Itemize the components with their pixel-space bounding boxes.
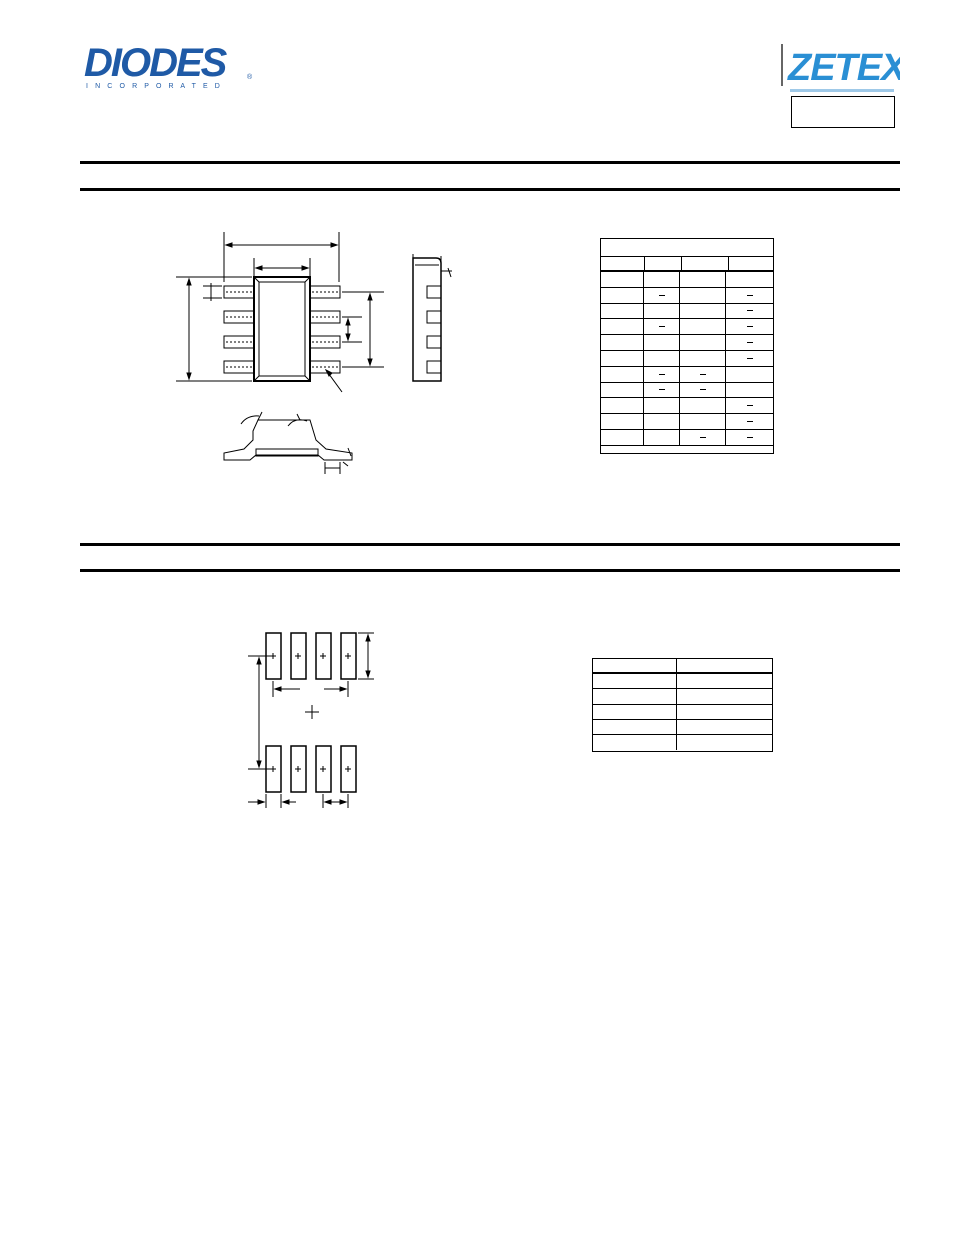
table-cell bbox=[644, 272, 680, 287]
table-cell bbox=[680, 430, 726, 445]
table-cell bbox=[601, 335, 644, 350]
table-cell bbox=[680, 319, 726, 334]
table-cell bbox=[601, 414, 644, 429]
table-cell bbox=[644, 319, 680, 334]
section-rule-top-1 bbox=[80, 161, 900, 164]
table-row bbox=[601, 430, 773, 446]
table-row bbox=[601, 383, 773, 399]
table-cell bbox=[680, 383, 726, 398]
table-footer-row bbox=[601, 446, 773, 460]
table-cell bbox=[680, 351, 726, 366]
section-rule-top-2 bbox=[80, 188, 900, 191]
pad-table-cell bbox=[677, 689, 772, 703]
table-cell bbox=[726, 383, 773, 398]
table-cell bbox=[726, 414, 773, 429]
pad-table-cell bbox=[593, 689, 677, 703]
pad-table-row bbox=[593, 674, 772, 689]
table-cell bbox=[601, 367, 644, 382]
dash-mark bbox=[700, 389, 706, 390]
zetex-logo bbox=[780, 40, 900, 96]
dash-mark bbox=[700, 374, 706, 375]
table-cell bbox=[601, 272, 644, 287]
dash-mark bbox=[659, 389, 665, 390]
section-rule-mid-2 bbox=[80, 569, 900, 572]
dash-mark bbox=[747, 421, 753, 422]
table-cell bbox=[680, 414, 726, 429]
table-cell bbox=[601, 319, 644, 334]
table-cell bbox=[726, 398, 773, 413]
table-cell bbox=[680, 398, 726, 413]
part-number-box bbox=[791, 96, 895, 128]
table-cell bbox=[680, 272, 726, 287]
dash-mark bbox=[747, 437, 753, 438]
table-row bbox=[601, 367, 773, 383]
table-cell bbox=[726, 319, 773, 334]
pad-table-row bbox=[593, 705, 772, 720]
table-cell bbox=[644, 351, 680, 366]
pad-table-cell bbox=[677, 735, 772, 750]
pad-table-cell bbox=[593, 720, 677, 734]
zetex-logo-text: ZETEX bbox=[788, 47, 900, 89]
table-row bbox=[601, 414, 773, 430]
header-cell-max bbox=[682, 257, 729, 270]
table-cell bbox=[644, 398, 680, 413]
table-cell bbox=[644, 383, 680, 398]
table-cell bbox=[680, 335, 726, 350]
table-cell bbox=[726, 304, 773, 319]
dash-mark bbox=[659, 374, 665, 375]
dash-mark bbox=[747, 358, 753, 359]
table-cell bbox=[644, 430, 680, 445]
table-cell bbox=[680, 304, 726, 319]
pad-table-cell bbox=[593, 659, 677, 672]
diodes-logo bbox=[84, 38, 256, 94]
pad-table-cell bbox=[677, 674, 772, 688]
pad-table-cell bbox=[593, 705, 677, 719]
table-row bbox=[601, 272, 773, 288]
table-cell bbox=[680, 288, 726, 303]
pad-table-cell bbox=[677, 720, 772, 734]
dash-mark bbox=[700, 437, 706, 438]
package-outline-drawing bbox=[170, 225, 470, 480]
table-header-row bbox=[601, 257, 773, 272]
table-cell bbox=[644, 367, 680, 382]
pad-table-body bbox=[593, 659, 772, 750]
table-row bbox=[601, 319, 773, 335]
header-cell-dim bbox=[601, 257, 645, 270]
pad-table-row bbox=[593, 735, 772, 750]
pad-table-cell bbox=[677, 659, 772, 672]
table-cell bbox=[726, 367, 773, 382]
table-cell bbox=[644, 288, 680, 303]
pad-table-row bbox=[593, 659, 772, 674]
pad-table-cell bbox=[593, 674, 677, 688]
table-row bbox=[601, 398, 773, 414]
table-body bbox=[601, 272, 773, 446]
dash-mark bbox=[747, 295, 753, 296]
dash-mark bbox=[747, 342, 753, 343]
diodes-tagline: I N C O R P O R A T E D bbox=[86, 83, 223, 90]
header-cell-min bbox=[645, 257, 682, 270]
pad-table-row bbox=[593, 689, 772, 704]
section-rule-mid-1 bbox=[80, 543, 900, 546]
table-cell bbox=[726, 272, 773, 287]
pad-table-cell bbox=[593, 735, 677, 750]
table-cell bbox=[601, 288, 644, 303]
table-title-row bbox=[601, 239, 773, 257]
table-cell bbox=[601, 398, 644, 413]
table-cell bbox=[601, 383, 644, 398]
dash-mark bbox=[659, 326, 665, 327]
dash-mark bbox=[747, 405, 753, 406]
dash-mark bbox=[659, 295, 665, 296]
table-cell bbox=[680, 367, 726, 382]
dash-mark bbox=[747, 310, 753, 311]
diodes-logo-text: DIODES bbox=[84, 41, 226, 85]
table-row bbox=[601, 288, 773, 304]
pad-layout-drawing bbox=[240, 625, 380, 815]
pad-table-cell bbox=[677, 705, 772, 719]
dash-mark bbox=[747, 326, 753, 327]
pad-layout-table-frame bbox=[592, 658, 773, 752]
package-dimensions-table-frame bbox=[600, 238, 774, 454]
table-row bbox=[601, 304, 773, 320]
table-cell bbox=[644, 414, 680, 429]
table-row bbox=[601, 335, 773, 351]
pad-table-row bbox=[593, 720, 772, 735]
table-cell bbox=[601, 430, 644, 445]
table-cell bbox=[601, 351, 644, 366]
registered-mark: ® bbox=[247, 74, 253, 81]
header-cell-typ bbox=[729, 257, 773, 270]
table-cell bbox=[726, 288, 773, 303]
table-cell bbox=[726, 335, 773, 350]
table-cell bbox=[644, 335, 680, 350]
table-row bbox=[601, 351, 773, 367]
table-cell bbox=[726, 351, 773, 366]
table-cell bbox=[726, 430, 773, 445]
table-cell bbox=[644, 304, 680, 319]
table-cell bbox=[601, 304, 644, 319]
